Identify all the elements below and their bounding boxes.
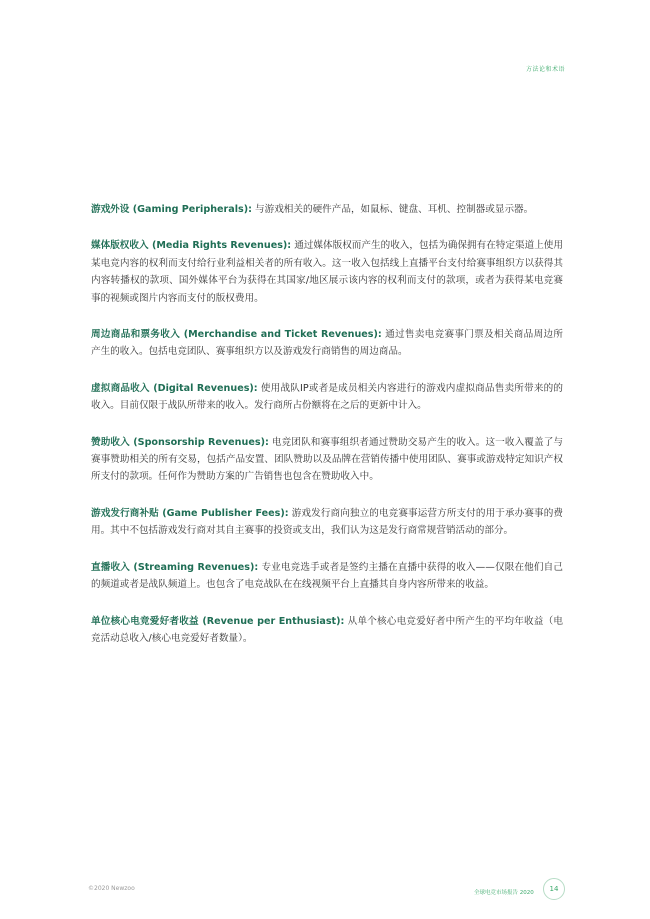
report-title: 全球电竞市场报告 2020 bbox=[474, 890, 534, 896]
glossary-entry-publisher-fees bbox=[91, 505, 563, 540]
glossary-term: 游戏外设 (Gaming Peripherals): bbox=[91, 204, 252, 215]
glossary-term: 单位核心电竞爱好者收益 (Revenue per Enthusiast): bbox=[91, 615, 345, 627]
glossary-content bbox=[91, 201, 563, 666]
glossary-entry-media-rights bbox=[91, 237, 563, 307]
section-label: 方法论和术语 bbox=[525, 66, 565, 73]
glossary-term: 虚拟商品收入 (Digital Revenues): bbox=[91, 382, 258, 394]
copyright-text: ©2020 Newzoo bbox=[88, 885, 135, 892]
glossary-entry-sponsorship bbox=[91, 434, 563, 486]
glossary-definition: 游戏发行商向独立的电竞赛事运营方所支付的用于承办赛事的费用。其中不包括游戏发行商对其自主赛事的投资或支出，我们认为这是发行商常规营销活动的部分。 bbox=[91, 507, 563, 537]
glossary-term: 游戏发行商补贴 (Game Publisher Fees): bbox=[91, 507, 289, 519]
glossary-term: 周边商品和票务收入 (Merchandise and Ticket Revenues): bbox=[91, 329, 382, 341]
glossary-term: 媒体版权收入 (Media Rights Revenues): bbox=[91, 240, 292, 252]
glossary-definition: 专业电竞选手或者是签约主播在直播中获得的收入——仅限在他们自己的频道或者是战队频道上。也包含了电竞战队在在线视频平台上直播其自身内容所带来的收益。 bbox=[91, 561, 563, 591]
glossary-definition: 与游戏相关的硬件产品，如鼠标、键盘、耳机、控制器或显示器。 bbox=[251, 204, 534, 215]
glossary-term: 直播收入 (Streaming Revenues): bbox=[91, 561, 259, 573]
glossary-entry-streaming bbox=[91, 559, 563, 594]
glossary-definition: 通过媒体版权而产生的收入，包括为确保拥有在特定渠道上使用某电竞内容的权利而支付给行业利益相关者的所有收入。这一收入包括线上直播平台支付给赛事组织方以获得其内容转播权的款项、国外媒体平台为获得在其国家/地区展示该内容的权利而支付的款项，或者为获得某电竞赛事的视频或图片内容而支付的版权费用。 bbox=[91, 240, 563, 304]
glossary-definition: 通过售卖电竞赛事门票及相关商品周边所产生的收入。包括电竞团队、赛事组织方以及游戏发行商销售的周边商品。 bbox=[91, 329, 563, 358]
glossary-entry-gaming-peripherals bbox=[91, 201, 563, 218]
page-number: 14 bbox=[543, 878, 565, 900]
glossary-entry-revenue-per-enthusiast bbox=[91, 613, 563, 648]
glossary-entry-merchandise-ticket bbox=[91, 326, 563, 361]
glossary-entry-digital-revenues bbox=[91, 380, 563, 415]
glossary-definition: 从单个核心电竞爱好者中所产生的平均年收益（电竞活动总收入/核心电竞爱好者数量）。 bbox=[91, 615, 563, 644]
glossary-term: 赞助收入 (Sponsorship Revenues): bbox=[91, 436, 269, 448]
glossary-definition: 电竞团队和赛事组织者通过赞助交易产生的收入。这一收入覆盖了与赛事赞助相关的所有交易，包括产品安置、团队赞助以及品牌在营销传播中使用团队、赛事或游戏特定知识产权所支付的款项。任何作为赞助方案的广告销售也包含在赞助收入中。 bbox=[91, 436, 563, 483]
glossary-definition: 使用战队IP或者是成员相关内容进行的游戏内虚拟商品售卖所带来的的收入。目前仅限于战队所带来的收入。发行商所占份额将在之后的更新中计入。 bbox=[91, 382, 563, 412]
